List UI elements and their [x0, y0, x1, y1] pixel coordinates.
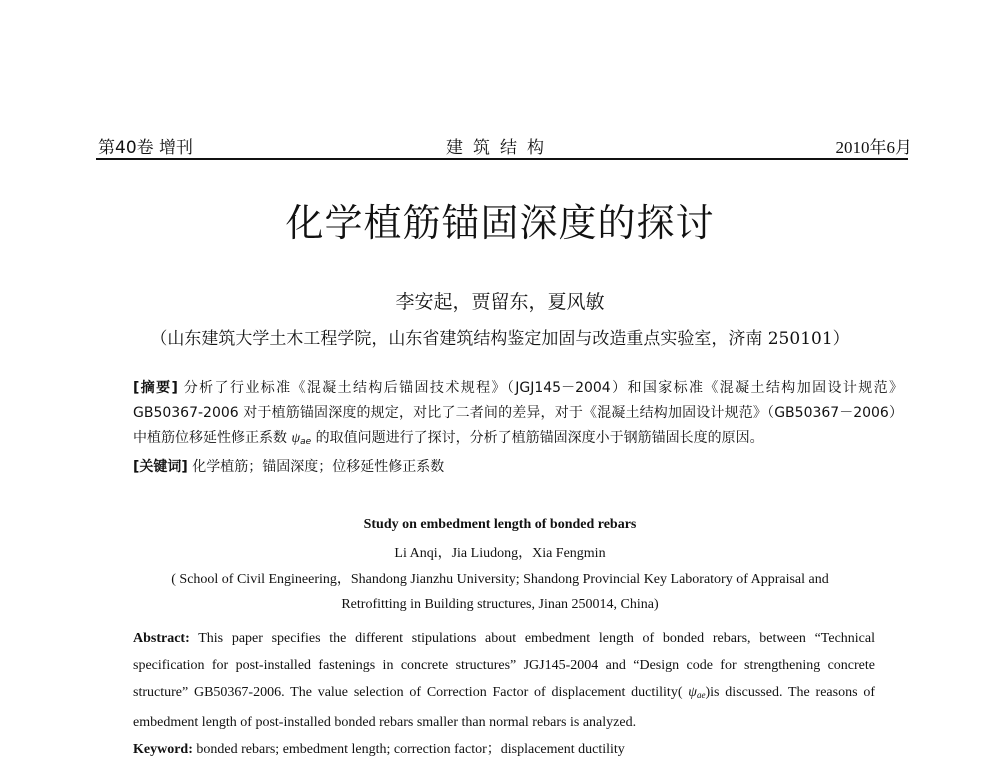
- english-abstract-text-1: This paper specifies the different stipulations about embedment length of bonded rebars, between “Technical specification for post-installed fastenings in concrete structures” JGJ145-2004 and “Design code for strengthening concrete structure” GB50367-2006. The value selection of Correction Factor of displacement ductility(: [133, 631, 875, 700]
- english-keywords-text: bonded rebars; embedment length; correction factor；displacement ductility: [192, 742, 625, 757]
- abstract-text-1: 分析了行业标准《混凝土结构后锚固技术规程》（JGJ145－2004）和国家标准《混凝土结构加固设计规范》GB50367-2006 对于植筋锚固深度的规定，对比了二者间的差异，对于《混凝土结构加固设计规范》（GB50367－2006）中植筋位移延性修正系数: [133, 380, 904, 446]
- chinese-abstract-paragraph: [133, 376, 903, 455]
- english-abstract-label: Abstract:: [133, 631, 190, 646]
- english-affiliation-line-1: ( School of Civil Engineering，Shandong Jianzhu University; Shandong Provincial Key Laboratory of Appraisal and: [171, 572, 829, 587]
- english-abstract-text-2: )is discussed. The reasons of embedment length of post-installed bonded rebars smaller than normal rebars is analyzed.: [133, 685, 875, 730]
- english-psi-symbol: ψ: [688, 685, 697, 700]
- chinese-abstract: [133, 376, 903, 480]
- header-divider: [96, 158, 908, 160]
- chinese-keywords: [133, 455, 903, 480]
- paper-title: 化学植筋锚固深度的探讨: [285, 201, 715, 245]
- english-abstract: [133, 625, 875, 763]
- keywords-text: 化学植筋；锚固深度；位移延性修正系数: [187, 459, 445, 475]
- english-affiliation: [130, 567, 870, 617]
- english-affiliation-line-2: Retrofitting in Building structures, Jinan 250014, China): [341, 597, 659, 612]
- paper-affiliation: （山东建筑大学土木工程学院，山东省建筑结构鉴定加固与改造重点实验室，济南 250101）: [150, 329, 850, 349]
- keywords-label: [关键词]: [133, 459, 188, 475]
- english-keywords: [133, 736, 875, 763]
- journal-date: 2010年6月: [835, 138, 912, 157]
- psi-subscript: ae: [300, 437, 312, 447]
- abstract-text-2: 的取值问题进行了探讨，分析了植筋锚固深度小于钢筋锚固长度的原因。: [311, 430, 764, 446]
- journal-name: 建筑结构: [446, 138, 554, 158]
- english-keyword-label: Keyword:: [133, 742, 193, 757]
- abstract-label: [摘要]: [133, 380, 178, 396]
- english-title: Study on embedment length of bonded rebars: [363, 517, 637, 532]
- journal-volume: 第40卷 增刊: [98, 138, 194, 158]
- paper-authors: 李安起，贾留东，夏风敏: [395, 291, 605, 313]
- english-psi-subscript: ae: [696, 690, 706, 700]
- english-abstract-paragraph: [133, 625, 875, 736]
- english-authors: Li Anqi，Jia Liudong，Xia Fengmin: [394, 546, 606, 561]
- psi-symbol: ψ: [291, 431, 301, 446]
